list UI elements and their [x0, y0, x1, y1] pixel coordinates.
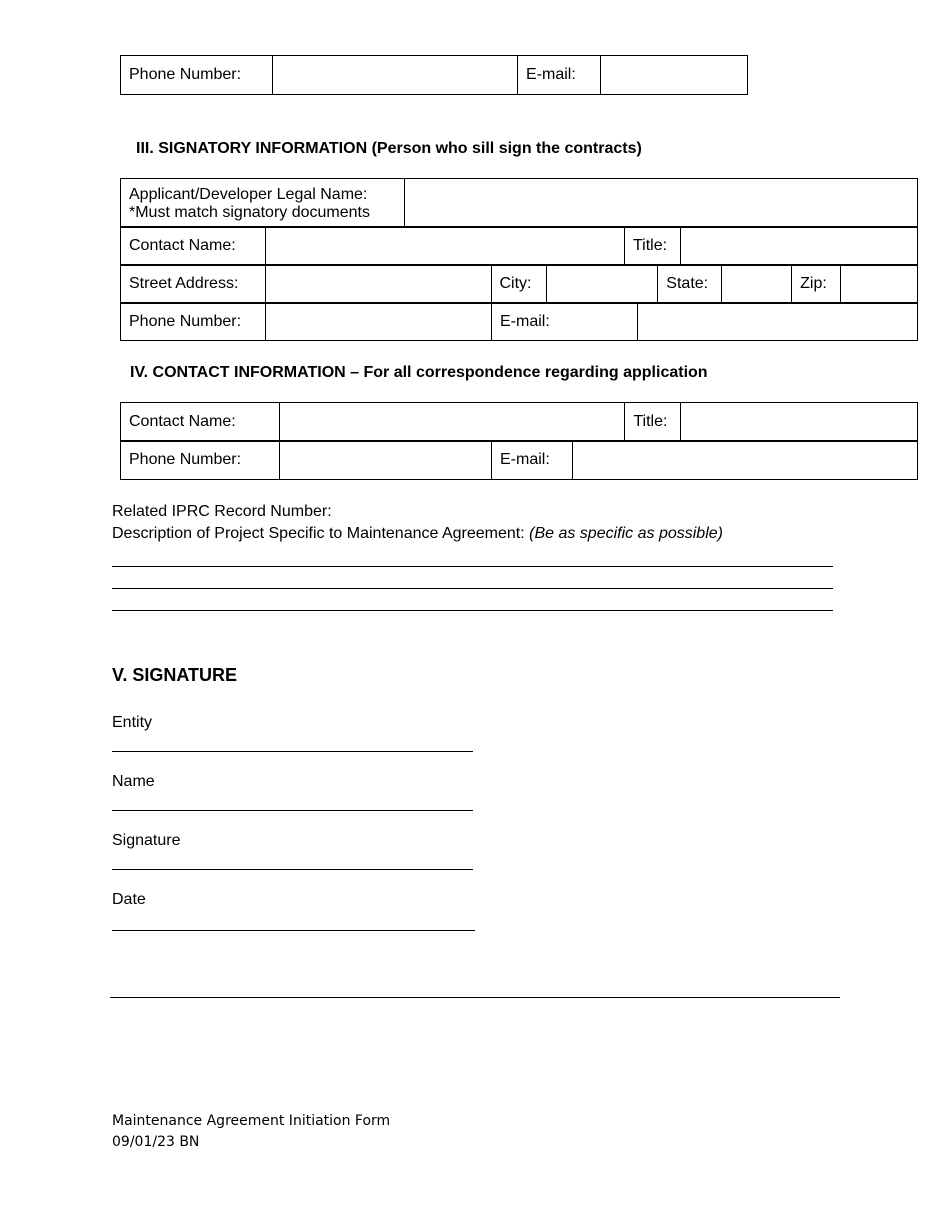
legal-name-label — [120, 178, 405, 228]
name-signature-line[interactable] — [112, 810, 473, 811]
street-label: Street Address: — [120, 264, 266, 304]
contact-phone-field-cell — [279, 440, 492, 480]
signatory-phone-label: Phone Number: — [120, 302, 266, 341]
section-v-heading: V. SIGNATURE — [112, 665, 238, 685]
phone-label: Phone Number: — [120, 55, 273, 95]
contact-email-field-cell — [572, 440, 918, 480]
entity-signature-line[interactable] — [112, 751, 473, 752]
contact-contact-name-field-cell — [279, 402, 626, 442]
description-hint: (Be as specific as possible) — [529, 525, 723, 542]
description-blank-line-3[interactable] — [112, 610, 833, 611]
street-field-cell — [265, 264, 492, 304]
contact-contact-name-label: Contact Name: — [120, 402, 280, 442]
footer — [112, 1111, 390, 1153]
contact-title-field[interactable] — [689, 403, 909, 441]
state-field-cell — [721, 264, 792, 304]
name-label: Name — [112, 773, 155, 790]
signature-line[interactable] — [112, 869, 473, 870]
contact-contact-name-field[interactable] — [288, 403, 617, 441]
section-iii-heading: III. SIGNATORY INFORMATION (Person who sill sign the contracts) — [136, 140, 642, 157]
state-label: State: — [657, 264, 722, 304]
contact-name-label: Contact Name: — [120, 226, 266, 266]
zip-field-cell — [840, 264, 918, 304]
entity-label: Entity — [112, 714, 153, 731]
state-field[interactable] — [730, 265, 783, 303]
iprc-record-label: Related IPRC Record Number: — [112, 503, 332, 520]
signatory-phone-field[interactable] — [274, 303, 483, 340]
contact-title-label: Title: — [624, 402, 681, 442]
signatory-row-phone — [120, 303, 918, 341]
signatory-email-field-cell — [637, 302, 918, 341]
contact-title-field-cell — [680, 402, 918, 442]
description-blank-line-2[interactable] — [112, 588, 833, 589]
city-label: City: — [491, 264, 548, 304]
signatory-row-address — [120, 265, 918, 304]
legal-name-note: *Must match signatory documents — [129, 204, 370, 221]
street-field[interactable] — [274, 265, 483, 303]
contact-phone-label: Phone Number: — [120, 440, 280, 480]
date-signature-line[interactable] — [112, 930, 475, 931]
contact-email-field[interactable] — [581, 441, 909, 479]
signatory-email-label: E-mail: — [491, 302, 638, 341]
contact-email-label: E-mail: — [491, 440, 573, 480]
email-field[interactable] — [609, 56, 739, 94]
phone-field[interactable] — [281, 56, 509, 94]
contact-phone-field[interactable] — [288, 441, 483, 479]
phone-field-cell — [272, 55, 518, 95]
signatory-email-field[interactable] — [646, 303, 909, 340]
description-blank-line-1[interactable] — [112, 566, 833, 567]
title-field[interactable] — [689, 227, 909, 265]
city-field-cell — [546, 264, 658, 304]
zip-label: Zip: — [791, 264, 841, 304]
email-field-cell — [600, 55, 748, 95]
footer-form-name: Maintenance Agreement Initiation Form — [112, 1113, 391, 1129]
footer-revision: 09/01/23 BN — [112, 1134, 200, 1150]
contact-row-name — [120, 403, 918, 442]
description-line — [112, 525, 723, 543]
date-label: Date — [112, 891, 146, 908]
signatory-phone-field-cell — [265, 302, 492, 341]
contact-name-field-cell — [265, 226, 625, 266]
legal-name-field[interactable] — [413, 179, 909, 227]
city-field[interactable] — [555, 265, 649, 303]
contact-name-field[interactable] — [274, 227, 616, 265]
title-label: Title: — [624, 226, 681, 266]
description-label: Description of Project Specific to Maintenance Agreement: — [112, 525, 525, 542]
legal-name-field-cell — [404, 178, 918, 228]
contact-row-phone — [120, 441, 918, 480]
zip-field[interactable] — [849, 265, 909, 303]
top-contact-table — [120, 56, 748, 95]
signatory-row-contact — [120, 227, 918, 266]
signatory-row-legal-name — [120, 179, 918, 228]
signature-label: Signature — [112, 832, 181, 849]
section-iv-heading: IV. CONTACT INFORMATION – For all correspondence regarding application — [130, 364, 708, 381]
email-label: E-mail: — [517, 55, 601, 95]
footer-divider — [110, 997, 840, 998]
legal-name-label-text: Applicant/Developer Legal Name: — [129, 186, 368, 203]
title-field-cell — [680, 226, 918, 266]
